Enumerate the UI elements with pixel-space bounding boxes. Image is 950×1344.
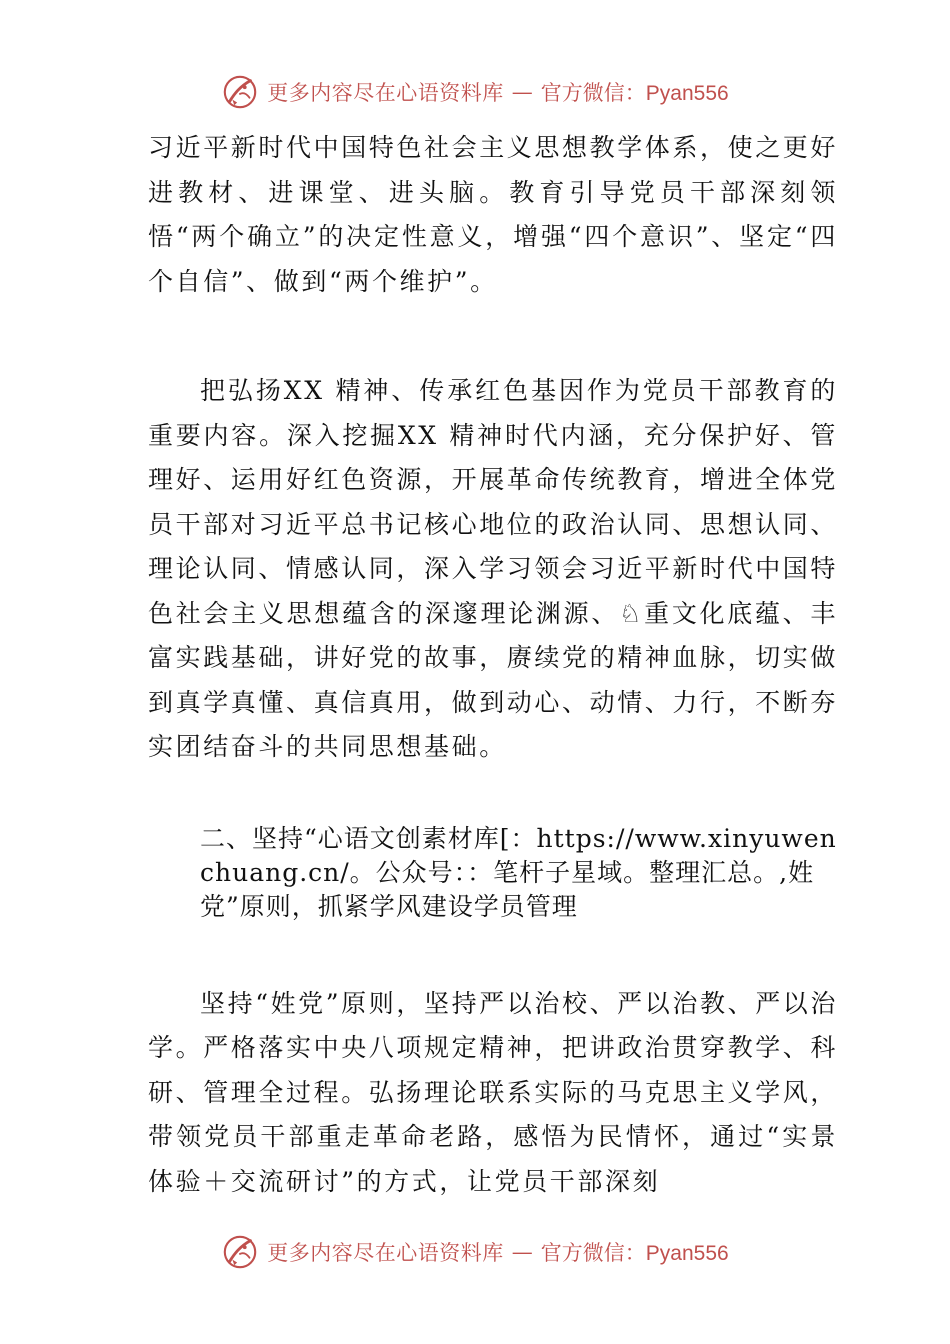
pen-logo-icon <box>221 1233 259 1271</box>
paragraph-1: 习近平新时代中国特色社会主义思想教学体系，使之更好进教材、进课堂、进头脑。教育引导党员干部深刻领悟“两个确立”的决定性意义，增强“四个意识”、坚定“四个自信”、做到“两个维护”。 <box>148 133 839 296</box>
document-body <box>148 126 838 1204</box>
footer-banner <box>0 1232 950 1272</box>
banner-separator: — <box>511 1240 533 1264</box>
banner-wechat: 官方微信：Pyan556 <box>540 82 729 105</box>
section-heading: 二、坚持“心语文创素材库[：https://www.xinyuwenchuang.cn/。公众号：：笔杆子星域。整理汇总。,姓党”原则，抓紧学风建设学员管理 <box>200 823 837 921</box>
pen-logo-icon <box>221 73 259 111</box>
paragraph-2: 把弘扬XX 精神、传承红色基因作为党员干部教育的重要内容。深入挖掘XX 精神时代内涵，充分保护好、管理好、运用好红色资源，开展革命传统教育，增进全体党员干部对习近平总书记核心地位的政治认同、思想认同、理论认同、情感认同，深入学习领会习近平新时代中国特色社会主义思想蕴含的深邃理论渊源、♘重文化底蕴、丰富实践基础，讲好党的故事，赓续党的精神血脉，切实做到真学真懂、真信真用，做到动心、动情、力行，不断夯实团结奋斗的共同思想基础。 <box>148 376 839 761</box>
banner-wechat: 官方微信：Pyan556 <box>540 1242 729 1265</box>
header-banner <box>0 72 950 112</box>
banner-separator: — <box>511 80 533 104</box>
paragraph-3: 坚持“姓党”原则，坚持严以治校、严以治教、严以治学。严格落实中央八项规定精神，把讲政治贯穿教学、科研、管理全过程。弘扬理论联系实际的马克思主义学风，带领党员干部重走革命老路，感悟为民情怀，通过“实景体验＋交流研讨”的方式，让党员干部深刻 <box>148 988 839 1196</box>
banner-title: 更多内容尽在心语资料库 <box>267 81 504 105</box>
banner-title: 更多内容尽在心语资料库 <box>267 1241 504 1265</box>
